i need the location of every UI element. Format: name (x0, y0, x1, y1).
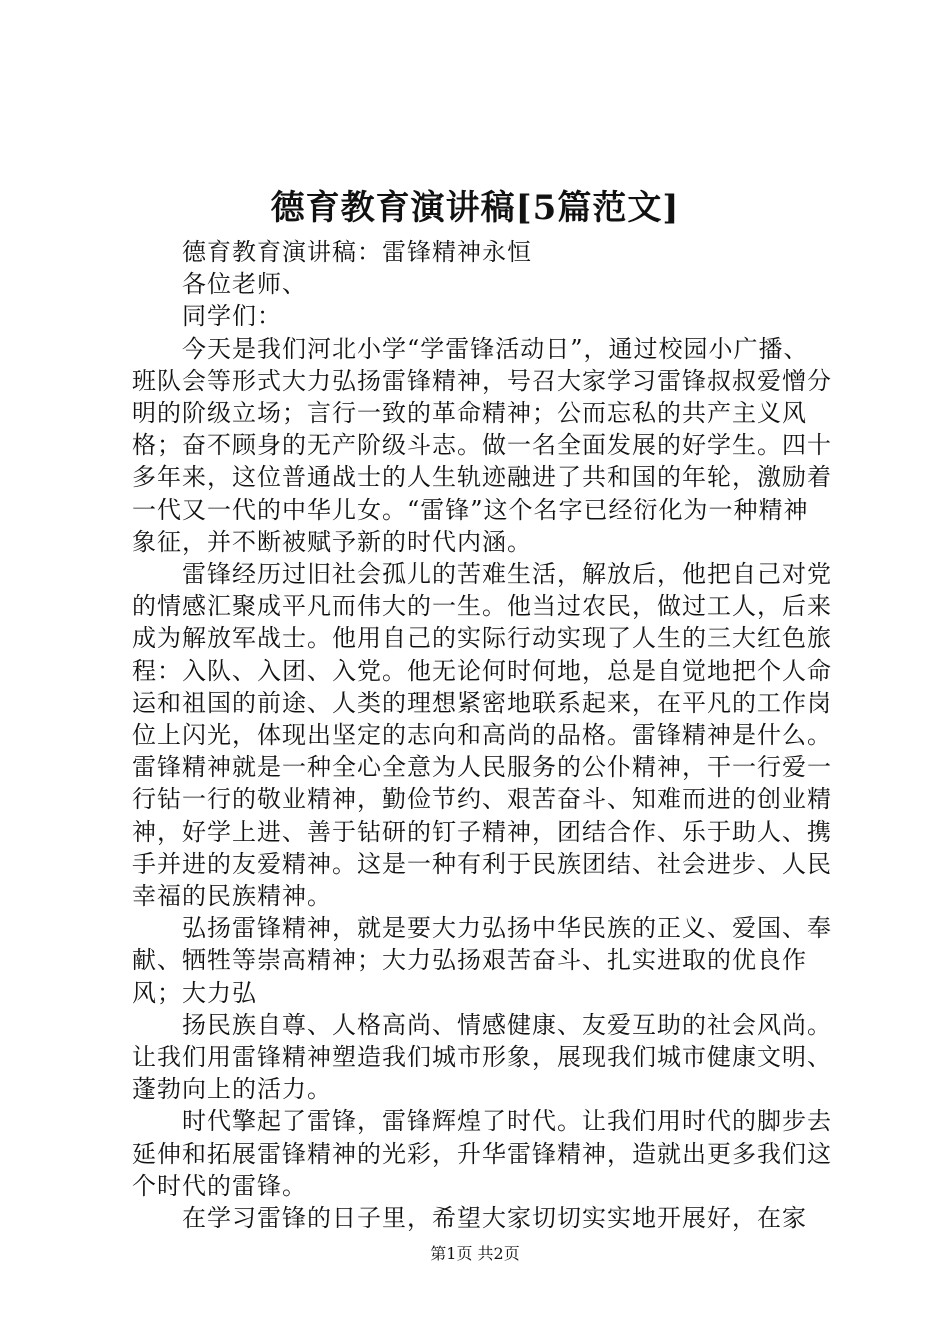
paragraph: 雷锋经历过旧社会孤儿的苦难生活，解放后，他把自己对党的情感汇聚成平凡而伟大的一生。他当过农民，做过工人，后来成为解放军战士。他用自己的实际行动实现了人生的三大红色旅程：入队、入团、入党。他无论何时何地，总是自觉地把个人命运和祖国的前途、人类的理想紧密地联系起来，在平凡的工作岗位上闪光，体现出坚定的志向和高尚的品格。雷锋精神是什么。雷锋精神就是一种全心全意为人民服务的公仆精神，干一行爱一行钻一行的敬业精神，勤俭节约、艰苦奋斗、知难而进的创业精神，好学上进、善于钻研的钉子精神，团结合作、乐于助人、携手并进的友爱精神。这是一种有利于民族团结、社会进步、人民幸福的民族精神。 (132, 560, 832, 911)
speech-subtitle: 德育教育演讲稿：雷锋精神永恒 (182, 238, 532, 266)
salutation-teachers: 各位老师、 (182, 270, 307, 299)
paragraph: 在学习雷锋的日子里，希望大家切切实实地开展好，在家 (182, 1204, 807, 1233)
paragraph: 今天是我们河北小学“学雷锋活动日”，通过校园小广播、班队会等形式大力弘扬雷锋精神，号召大家学习雷锋叔叔爱憎分明的阶级立场；言行一致的革命精神；公而忘私的共产主义风格；奋不顾身的无产阶级斗志。做一名全面发展的好学生。四十多年来，这位普通战士的人生轨迹融进了共和国的年轮，激励着一代又一代的中华儿女。“雷锋”这个名字已经衍化为一种精神象征，并不断被赋予新的时代内涵。 (132, 334, 832, 556)
paragraph: 弘扬雷锋精神，就是要大力弘扬中华民族的正义、爱国、奉献、牺牲等崇高精神；大力弘扬艰苦奋斗、扎实进取的优良作风；大力弘 (132, 914, 832, 1007)
paragraph: 扬民族自尊、人格高尚、情感健康、友爱互助的社会风尚。让我们用雷锋精神塑造我们城市形象，展现我们城市健康文明、蓬勃向上的活力。 (132, 1010, 832, 1104)
salutation-students: 同学们： (182, 302, 282, 331)
paragraph: 时代擎起了雷锋，雷锋辉煌了时代。让我们用时代的脚步去延伸和拓展雷锋精神的光彩，升华雷锋精神，造就出更多我们这个时代的雷锋。 (132, 1107, 832, 1200)
document-body (132, 236, 832, 1234)
page-number-footer: 第1页 共2页 (430, 1244, 520, 1263)
document-title: 德育教育演讲稿[5篇范文] (270, 188, 680, 228)
